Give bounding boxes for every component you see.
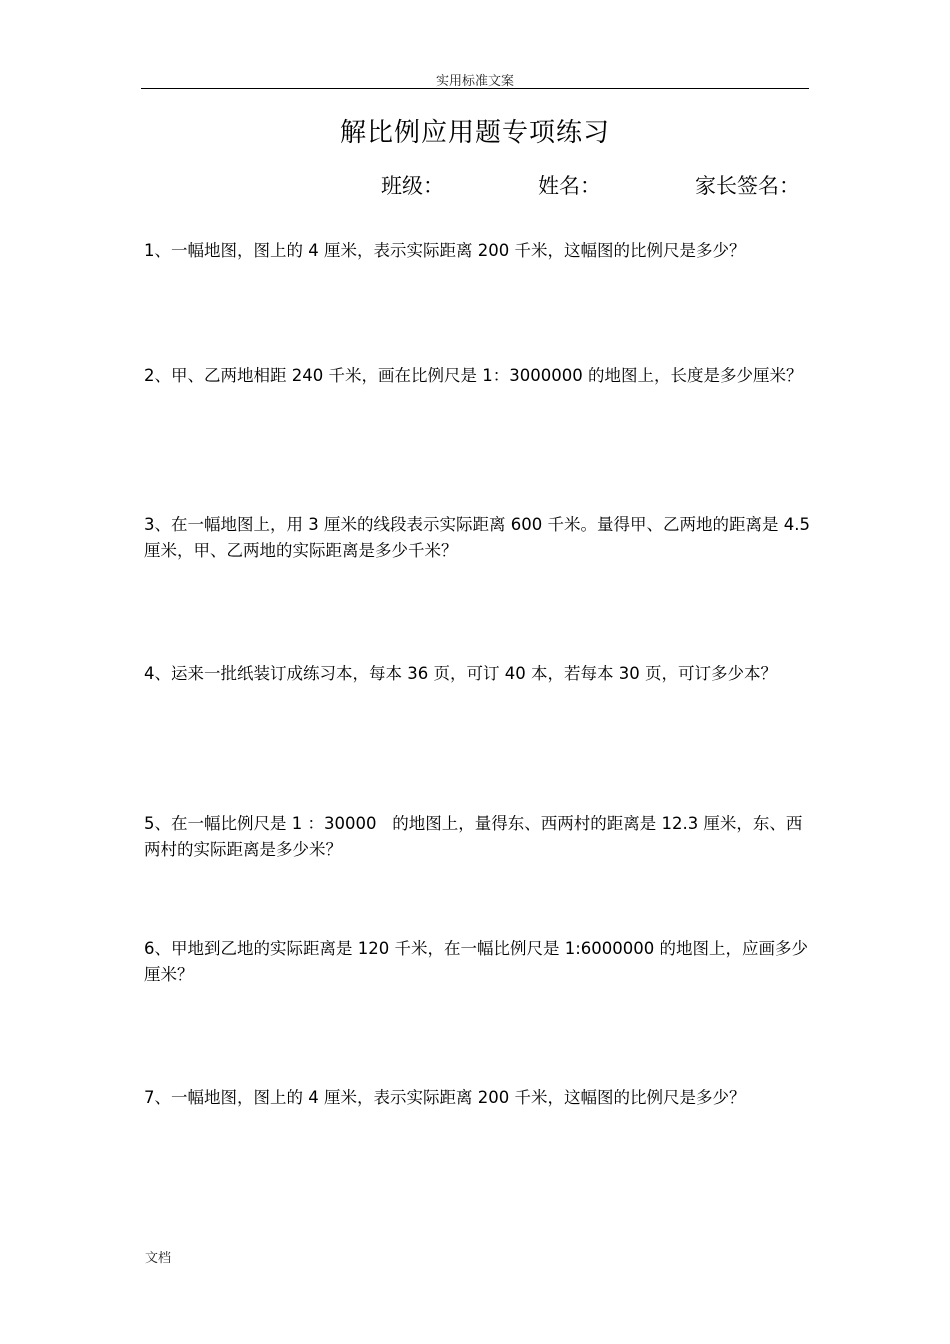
header-divider	[141, 88, 809, 89]
parent-signature-label: 家长签名：	[695, 174, 800, 198]
question-4: 4、运来一批纸装订成练习本，每本 36 页，可订 40 本，若每本 30 页，可订多少本？	[144, 664, 777, 683]
question-5: 5、在一幅比例尺是 1 ：30000 的地图上，量得东、西两村的距离是 12.3 厘米，东、西两村的实际距离是多少米？	[144, 814, 803, 859]
page-footer: 文档	[145, 1251, 172, 1266]
class-label: 班级：	[381, 174, 444, 198]
question-3: 3、在一幅地图上，用 3 厘米的线段表示实际距离 600 千米。量得甲、乙两地的距离是 4.5 厘米，甲、乙两地的实际距离是多少千米？	[144, 515, 816, 560]
page-header: 实用标准文案	[435, 74, 514, 89]
page-title: 解比例应用题专项练习	[339, 118, 610, 148]
question-1: 1、一幅地图，图上的 4 厘米，表示实际距离 200 千米，这幅图的比例尺是多少？	[144, 241, 746, 260]
question-6: 6、甲地到乙地的实际距离是 120 千米，在一幅比例尺是 1:6000000 的地图上，应画多少厘米？	[144, 939, 809, 984]
name-label: 姓名：	[538, 174, 601, 198]
question-2: 2、甲、乙两地相距 240 千米，画在比例尺是 1：3000000 的地图上，长度是多少厘米？	[144, 366, 803, 385]
question-7: 7、一幅地图，图上的 4 厘米，表示实际距离 200 千米，这幅图的比例尺是多少？	[144, 1088, 746, 1107]
